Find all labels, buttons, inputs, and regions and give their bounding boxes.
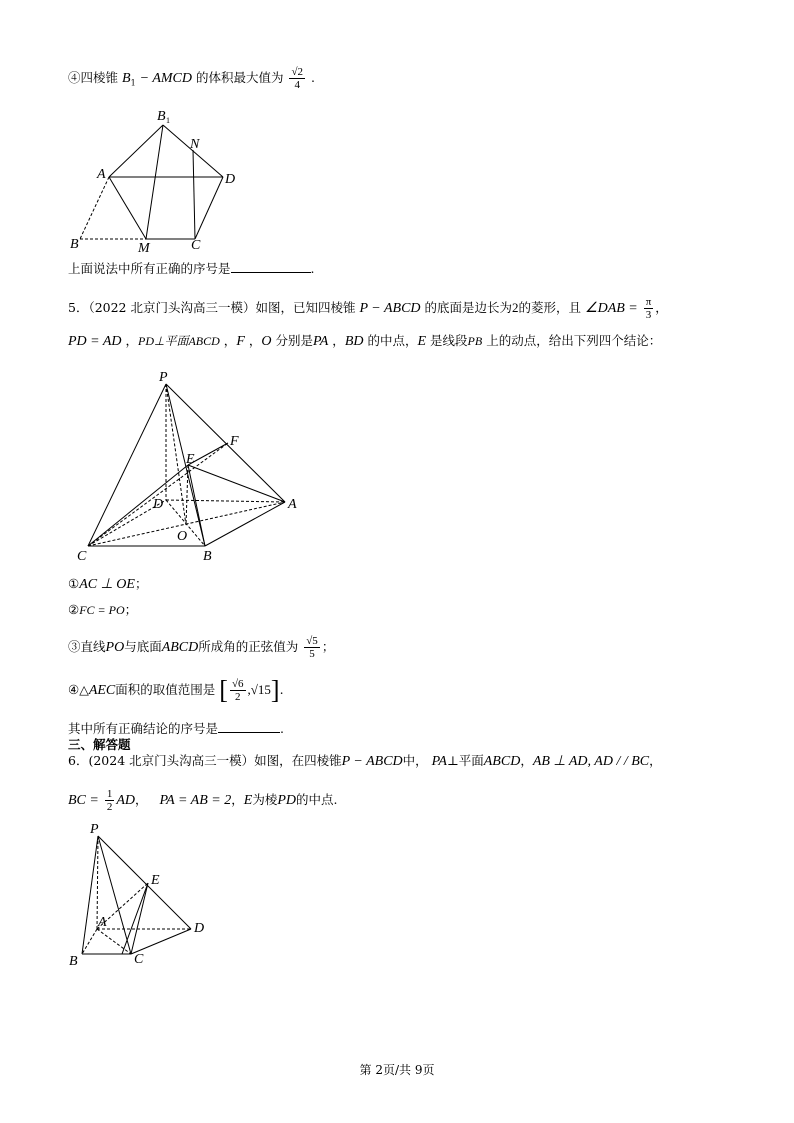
edge-b1-m — [146, 125, 163, 239]
fraction: $\frac{1}{2}$ — [106, 788, 113, 813]
q5-line2-seg: PD⊥平面ABCD — [138, 334, 220, 348]
page-footer: 第 2页/共 9页 — [359, 1063, 435, 1077]
q5-line2-seg: PB — [467, 334, 483, 348]
q5-line2-seg: E — [417, 334, 427, 349]
svg-text:B: B — [203, 549, 212, 564]
q5-line2-seg: BD — [344, 334, 364, 349]
svg-text:C: C — [77, 549, 87, 564]
q5-conclusion-1: ①AC ⊥ OE； — [68, 576, 148, 592]
q5-line2-seg: O — [261, 334, 272, 349]
figure-q5-pyramid — [66, 364, 312, 564]
svg-text:B: B — [157, 109, 166, 124]
svg-text:E: E — [151, 873, 160, 888]
q5-line2-seg: 是线段 — [430, 333, 468, 348]
edge-a-m — [109, 177, 146, 239]
svg-text:N: N — [190, 137, 200, 152]
q5-stem-line1: 5．（2022 北京门头沟高三一模）如图，已知四棱锥 P − ABCD 的底面是边长为2的菱形，且 ∠DAB = $\frac{\pi}{3}$ ， — [68, 296, 668, 321]
figure-q6-pyramid — [66, 818, 216, 968]
q6-stem-line1: 6．(2024 北京门头沟高三一模）如图，在四棱锥P − ABCD中， PA⊥平面ABCD，AB ⊥ AD, AD / / BC， — [68, 753, 662, 769]
q6-stem-line2: BC = $\frac{1}{2}$ AD， PA = AB = 2，E为棱PD的中点. — [68, 788, 338, 813]
svg-text:D: D — [153, 497, 164, 512]
q5-line2-seg: 上的动点，给出下列四个结论： — [486, 333, 662, 348]
svg-text:O: O — [177, 529, 188, 544]
edge-a-b1 — [109, 125, 163, 177]
edge-a-b-dashed — [80, 177, 109, 239]
q5-conclusion-4: ④△AEC面积的取值范围是 [ $\frac{√6}{2}$ ,√15]. — [68, 675, 284, 705]
answer-blank[interactable] — [218, 720, 280, 733]
fraction: $\frac{\pi}{3}$ — [645, 296, 652, 321]
svg-text:A: A — [98, 915, 107, 930]
q5-conclusion-3: ③直线PO与底面ABCD所成角的正弦值为 $\frac{√5}{5}$ ； — [68, 635, 335, 660]
svg-text:C: C — [191, 238, 201, 253]
q5-line2-seg: PD = AD — [68, 334, 122, 349]
svg-text:P: P — [90, 822, 99, 837]
svg-text:M: M — [138, 241, 150, 256]
q4-item-4: ④四棱锥 $B_1$ − AMCD 的体积最大值为 $\frac{√2}{4}$ . — [68, 66, 315, 91]
section-heading: 三、解答题 — [68, 737, 131, 752]
svg-text:D: D — [194, 921, 205, 936]
q5-stem-line2 — [68, 332, 661, 351]
q5-line2-seg: ， — [125, 333, 139, 348]
fraction: $\frac{√2}{4}$ — [291, 66, 304, 91]
svg-text:E: E — [186, 452, 195, 467]
svg-text:B: B — [69, 954, 78, 968]
svg-text:B: B — [70, 237, 79, 252]
q5-line2-seg: ， — [332, 333, 345, 348]
edge-n-c — [193, 150, 195, 239]
fraction: $\frac{√6}{2}$ — [231, 678, 244, 703]
q5-line2-seg: 分别是 — [275, 333, 313, 348]
svg-text:P: P — [159, 370, 168, 385]
svg-text:A: A — [97, 167, 106, 182]
q5-line2-seg: ， — [248, 333, 262, 348]
answer-blank[interactable] — [231, 260, 311, 273]
svg-text:C: C — [134, 952, 144, 967]
svg-text:D: D — [225, 172, 236, 187]
q5-answer-line: 其中所有正确结论的序号是 . — [68, 721, 284, 736]
fraction: $\frac{√5}{5}$ — [306, 635, 318, 660]
q4-answer-line: 上面说法中所有正确的序号是 . — [68, 261, 315, 276]
figure-q4-pyramid — [66, 104, 246, 256]
q5-conclusion-2: ②FC = PO； — [68, 602, 138, 617]
q5-line2-seg: PA — [313, 334, 329, 349]
edge-c-d — [195, 177, 223, 239]
q5-line2-seg: F — [236, 334, 245, 349]
svg-text:F: F — [230, 434, 239, 449]
svg-text:1: 1 — [166, 116, 170, 125]
svg-text:A: A — [288, 497, 297, 512]
q5-line2-seg: ， — [223, 333, 237, 348]
q5-line2-seg: 的中点， — [367, 333, 418, 348]
